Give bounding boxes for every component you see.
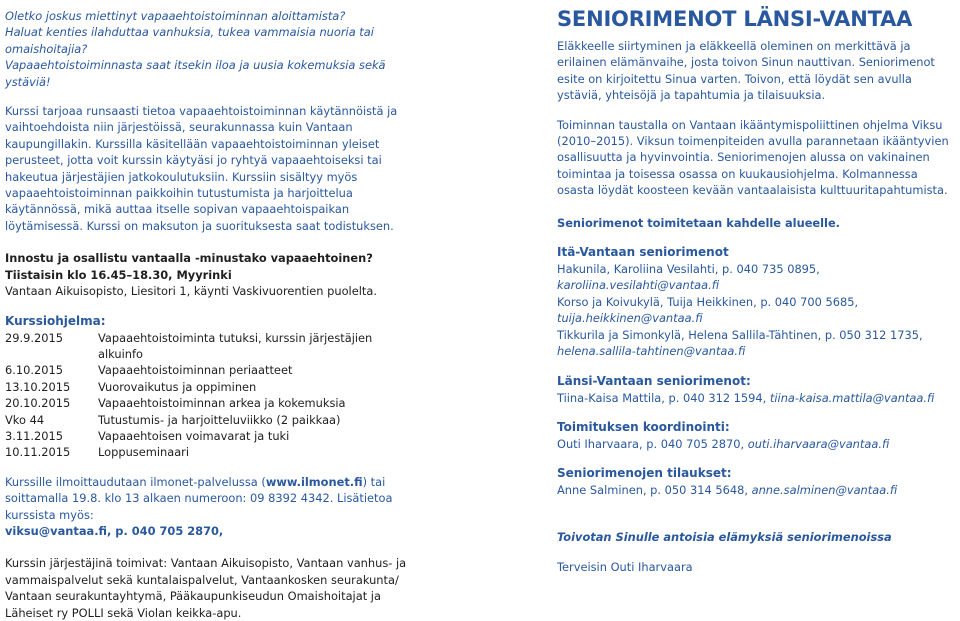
program-row [5,330,413,363]
program-heading: Kurssiohjelma: [5,313,106,328]
program-topic: Loppuseminaari [98,445,190,460]
east-contact [557,294,955,327]
program-row [5,412,413,428]
cta-location: Vantaan Aikuisopisto, Liesitori 1, käynti Vaskivuorentien puolelta. [5,284,377,299]
contact-text: Outi Iharvaara, p. 040 705 2870, [557,436,748,451]
program-topic: Vapaaehtoistoiminnan arkea ja kokemuksia [98,396,346,411]
program-row [5,428,413,444]
program-topic: Tutustumis- ja harjoitteluviikko (2 paikkaa) [98,412,341,427]
east-contact [557,327,955,360]
program-row [5,362,413,378]
contact-text: Korso ja Koivukylä, Tuija Heikkinen, p. 040 700 5685, [557,294,859,309]
intro-line-3: Vapaaehtoistoiminnasta saat itsekin iloa ja uusia kokemuksia sekä ystäviä! [5,58,386,89]
program-table [5,330,413,461]
email-link[interactable]: karoliina.vesilahti@vantaa.fi [557,278,720,293]
intro-question: Oletko joskus miettinyt vapaaehtoistoiminnan aloittamista? [5,9,346,23]
program-date: Vko 44 [5,412,45,427]
intro-line-2: Haluat kenties ilahduttaa vanhuksia, tukea vammaisia nuoria tai omaishoitajia? [5,25,374,56]
cta-time: Tiistaisin klo 16.45–18.30, Myyrinki [5,267,232,282]
page-title: SENIORIMENOT LÄNSI-VANTAA [557,7,913,31]
ilmonet-link[interactable]: www.ilmonet.fi [265,474,363,489]
program-row [5,395,413,411]
signup-info [5,474,413,523]
program-date: 10.11.2015 [5,445,71,460]
orders-heading: Seniorimenojen tilaukset: [557,466,732,481]
program-date: 3.11.2015 [5,428,63,443]
email-link[interactable]: tiina-kaisa.mattila@vantaa.fi [769,390,935,405]
signup-text-2: ) tai soittamalla 19.8. klo 13 alkaen numeroon: 09 8392 4342. Lisätietoa kurssista myös: [5,474,393,522]
east-contact [557,261,955,294]
program-row [5,444,413,460]
west-contact [557,390,955,406]
program-row [5,379,413,395]
viksu-paragraph: Toiminnan taustalla on Vantaan ikääntymispoliittinen ohjelma Viksu (2010–2015). Viksun toimenpiteiden avulla parannetaan ikääntyvien osallisuutta ja hyvinvointia. Seniorimenojen alussa on vakinainen toimintaa ja toisessa osassa on kuukausiohjelma. Kolmannessa osasta löydät koosteen kevään vantaalaisista kulttuuritapahtumista. [557,117,949,198]
contact-text: Hakunila, Karoliina Vesilahti, p. 040 735 0895, [557,262,820,277]
organizers-text: Kurssin järjestäjinä toimivat: Vantaan Aikuisopisto, Vantaan vanhus- ja vammaispalvelut sekä kuntalaispalvelut, Vantaankosken seurakunta/ Vantaan seurakuntayhtymä, Pääkaupunkiseudun Omaishoitajat ja Läheiset ry POLLI sekä Violan keikka-apu. [5,556,407,620]
program-topic: Vuorovaikutus ja oppiminen [98,379,257,394]
coordination-contact [557,436,955,452]
left-column [5,8,413,621]
cta-heading: Innostu ja osallistu vantaalla -minustako vapaaehtoinen? [5,251,373,266]
intro-paragraph: Eläkkeelle siirtyminen ja eläkkeellä oleminen on merkittävä ja erilainen elämänvaihe, josta toivon Sinun nauttivan. Seniorimenot esite on kirjoitettu Sinua varten. Toivon, että löydät sen avulla ystäviä, yhteisöjä ja tapahtumia ja tilaisuuksia. [557,39,935,103]
contact-text: Tiina-Kaisa Mattila, p. 040 312 1594, [557,390,770,405]
orders-contact [557,482,955,498]
east-heading: Itä-Vantaan seniorimenot [557,245,729,260]
program-date: 20.10.2015 [5,396,71,411]
signature: Terveisin Outi Iharvaara [557,560,693,575]
program-topic: Vapaaehtoistoiminta tutuksi, kurssin järjestäjien alkuinfo [98,330,373,361]
program-date: 6.10.2015 [5,363,63,378]
right-column [557,8,955,576]
contact-text: Anne Salminen, p. 050 314 5648, [557,483,752,498]
contact-text: Tikkurila ja Simonkylä, Helena Sallila-Tähtinen, p. 050 312 1735, [557,327,923,342]
signup-text: Kurssille ilmoittaudutaan ilmonet-palvelussa ( [5,474,266,489]
program-topic: Vapaaehtoistoiminnan periaatteet [98,363,293,378]
regions-line: Seniorimenot toimitetaan kahdelle alueelle. [557,215,841,230]
email-link[interactable]: anne.salminen@vantaa.fi [751,483,898,498]
coordination-heading: Toimituksen koordinointi: [557,419,730,434]
course-description: Kurssi tarjoaa runsaasti tietoa vapaaehtoistoiminnan käytännöistä ja vaihtoehdoista niin järjestöissä, seurakunnassa kuin Vantaan kaupungillakin. Kurssilla käsitellään vapaaehtoistoiminnan yleiset perusteet, jotta voit kurssin käytyäsi jo ryhtyä vapaaehtoiseksi tai hakeutua järjestäjien jatkokoulutuksiin. Kurssiin sisältyy myös vapaaehtoistoiminnan paikkoihin tutustumista ja harjoittelua käytännössä, mikä auttaa itselle sopivan vapaaehtoispaikan löytämisessä. Kurssi on maksuton ja suorituksesta saat todistuksen. [5,104,398,233]
program-date: 13.10.2015 [5,379,71,394]
closing-wish: Toivotan Sinulle antoisia elämyksiä seniorimenoissa [557,529,892,544]
program-date: 29.9.2015 [5,330,63,345]
email-link[interactable]: tuija.heikkinen@vantaa.fi [557,311,703,326]
email-link[interactable]: helena.sallila-tahtinen@vantaa.fi [557,344,746,359]
program-topic: Vapaaehtoisen voimavarat ja tuki [98,428,290,443]
email-link[interactable]: outi.iharvaara@vantaa.fi [747,436,890,451]
west-heading: Länsi-Vantaan seniorimenot: [557,373,751,388]
signup-contact[interactable]: viksu@vantaa.fi, p. 040 705 2870, [5,523,224,538]
